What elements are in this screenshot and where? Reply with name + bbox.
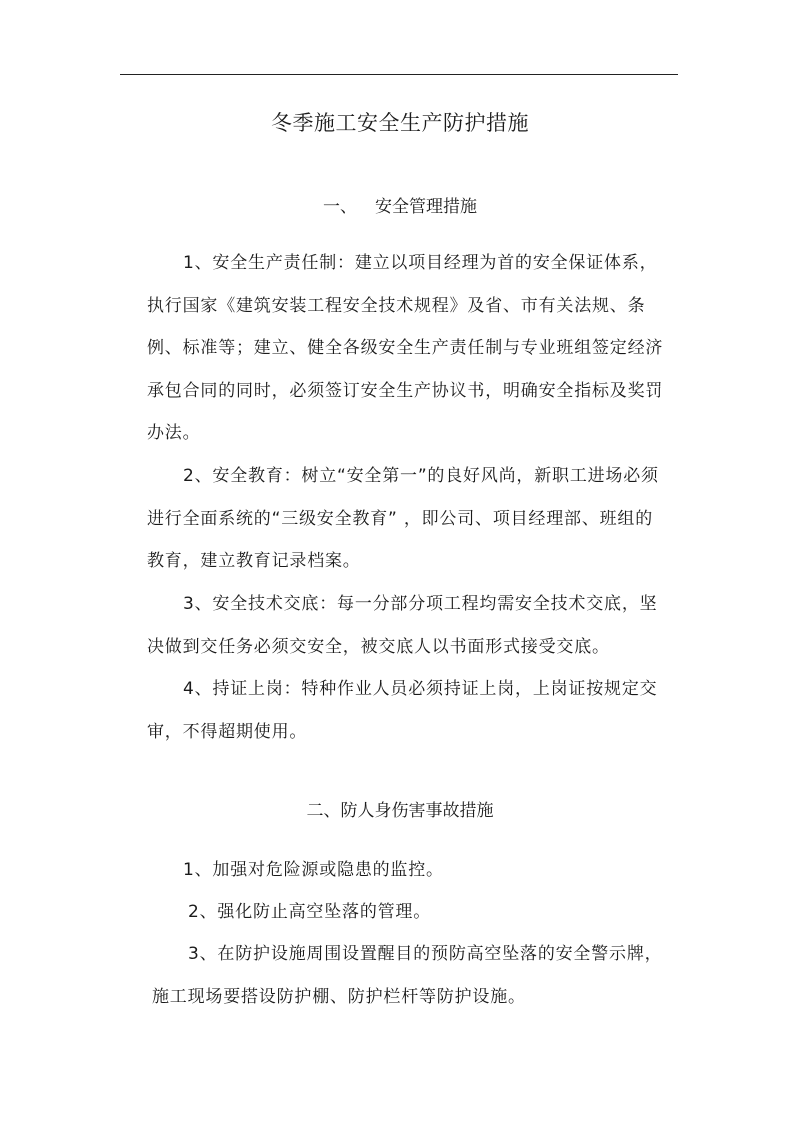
paragraph-safety-education: 2、安全教育：树立“安全第一”的良好风尚，新职工进场必须进行全面系统的“三级安全教育” ，即公司、项目经理部、班组的教育，建立教育记录档案。 [147,466,659,571]
paragraph-responsibility-system: 1、安全生产责任制：建立以项目经理为首的安全保证体系，执行国家《建筑安装工程安全技术规程》及省、市有关法规、条例、标准等；建立、健全各级安全生产责任制与专业班组签定经济承包合同的同时，必须签订安全生产协议书，明确安全指标及奖罚办法。 [147,253,664,443]
paragraph-technical-briefing: 3、安全技术交底：每一分部分项工程均需安全技术交底，坚决做到交任务必须交安全，被交底人以书面形式接受交底。 [147,594,658,657]
section-number: 二、 [306,801,341,821]
list-item: 2、强化防止高空坠落的管理。 [188,902,432,922]
list-item: 1、加强对危险源或隐患的监控。 [183,860,444,880]
section-heading-text: 防人身伤害事故措施 [340,801,494,821]
section-heading-injury-prevention [0,798,800,824]
section-number: 一、 [323,197,357,217]
list-item-continuation: 施工现场要搭设防护棚、防护栏杆等防护设施。 [152,987,526,1007]
list-item: 3、在防护设施周围设置醒目的预防高空坠落的安全警示牌， [188,944,663,964]
section-heading-safety-management [0,194,800,220]
section-heading-text: 安全管理措施 [375,197,477,217]
paragraph-certified-work: 4、持证上岗：特种作业人员必须持证上岗，上岗证按规定交审，不得超期使用。 [147,679,658,742]
header-rule [120,74,678,75]
document-title: 冬季施工安全生产防护措施 [271,111,529,135]
